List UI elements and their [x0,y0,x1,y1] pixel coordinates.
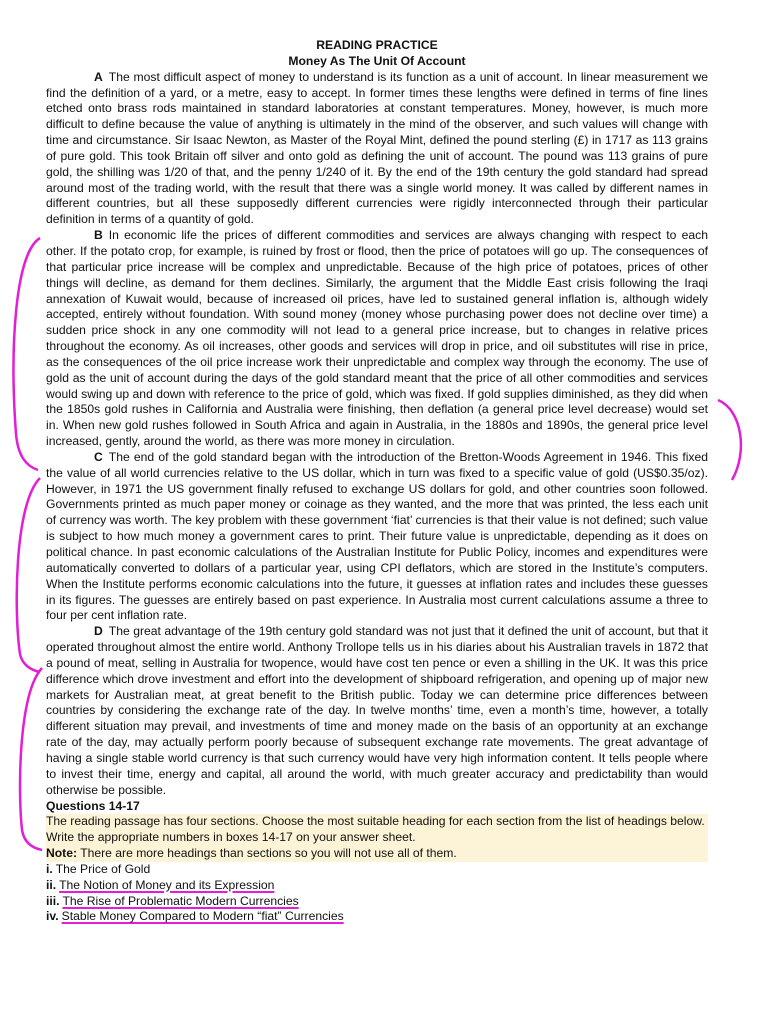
heading-text: The Price of Gold [55,861,151,876]
note-text: There are more headings than sections so you will not use all of them. [80,846,457,861]
instructions-box [46,814,708,862]
section-letter: B [94,228,103,243]
section-letter: D [94,624,103,639]
annotation-bracket-d [8,664,48,854]
annotation-bracket-c [6,474,46,674]
heading-number: ii. [46,877,57,892]
passage-title: Money As The Unit Of Account [288,53,466,68]
headings-list [46,862,708,925]
page-title: READING PRACTICE [316,38,438,52]
note-label: Note: [46,846,78,861]
section-letter: A [94,69,103,84]
section-text: The most difficult aspect of money to understand is its function as a unit of account. In linear measurement we find the definition of a yard, or a metre, easy to accept. In former times these lengths were defined in terms of fine lines etched onto brass rods maintained in standard laboratories at constant temperatures. Money, however, is much more difficult to define because the value of anything is ultimately in the mind of the observer, and such values will change with time and circumstance. Sir Isaac Newton, as Master of the Royal Mint, defined the pound sterling (£) in 1717 as 113 grains of pure gold. This took Britain off silver and onto gold as defining the unit of account. The pound was 113 grains of pure gold, the shilling was 1/20 of that, and the penny 1/240 of it. By the end of the 19th century the gold standard had spread around most of the trading world, with the result that there was a single world money. It was called by different names in different countries, but all these supposedly different currencies were rigidly interconnected through their particular definition in terms of a quantity of gold. [46,69,708,227]
heading-option [46,862,708,878]
heading-option [46,909,708,925]
section-a [46,70,708,228]
section-b [46,228,708,450]
annotation-bracket-b [4,234,44,474]
section-c [46,450,708,624]
heading-text: The Rise of Problematic Modern Currencies [62,893,299,908]
heading-option [46,878,708,894]
section-d [46,624,708,798]
instruction-text: The reading passage has four sections. Choose the most suitable heading for each section from the list of headings below. [46,814,705,829]
section-text: The great advantage of the 19th century gold standard was not just that it defined the unit of account, but that it operated throughout almost the entire world. Anthony Trollope tells us in his diaries about his Australian travels in 1872 that a pound of meat, selling in Australia for twopence, would have cost ten pence or even a shilling in the UK. It was this price difference which drove investment and effort into the development of shipboard refrigeration, and opening up of major new markets for Australian meat, at great benefit to the British public. Today we can determine price differences between countries by considering the exchange rate of the day. In twelve months’ time, even a month’s time, however, a totally different situation may prevail, and investments of time and money made on the basis of an opportunity at an exchange rate of the day, may actually perform poorly because of subsequent exchange rate movements. The great advantage of having a single stable world currency is that such currency would have very high information content. It tells people where to invest their time, energy and capital, all around the world, with much greater accuracy and predictability than would otherwise be possible. [46,624,708,797]
heading-option [46,894,708,910]
heading-number: i. [46,861,53,876]
questions-heading: Questions 14-17 [46,798,140,813]
heading-text: Stable Money Compared to Modern “fiat” Currencies [61,909,344,924]
section-text: The end of the gold standard began with the introduction of the Bretton-Woods Agreement in 1946. This fixed the value of all world currencies relative to the US dollar, which in turn was fixed to a specific value of gold (US$0.35/oz). However, in 1971 the US government finally refused to exchange US dollars for gold, and other countries soon followed. Governments printed as much paper money or coinage as they wanted, and the more that was printed, the less each unit of currency was worth. The key problem with these government ‘fiat’ currencies is that their value is not defined; such value is subject to how much money a government cares to print. Their future value is unpredictable, depending as it does on political chance. In past economic calculations of the Australian Institute for Public Policy, incomes and expenditures were automatically converted to dollars of a particular year, using CPI deflators, which are stored in the Institute’s computers. When the Institute performs economic calculations into the future, it guesses at inflation rates and includes these guesses in its figures. The guesses are entirely based on past experience. In Australia most current calculations assume a three to four per cent inflation rate. [46,449,708,623]
instruction-note [46,846,708,862]
document [46,38,708,925]
instruction-text: Write the appropriate numbers in boxes 14-17 on your answer sheet. [46,830,416,845]
heading-text: The Notion of Money and its Expression [59,877,275,892]
heading-number: iv. [46,909,59,924]
section-text: In economic life the prices of different commodities and services are always changing with respect to each other. If the potato crop, for example, is ruined by frost or flood, then the price of potatoes will go up. The consequences of that particular price increase will be complex and unpredictable. Because of the high price of potatoes, prices of other things will decline, as demand for them declines. Similarly, the argument that the Middle East crisis following the Iraqi annexation of Kuwait would, because of increased oil prices, have led to sustained general inflation is, although widely accepted, entirely without foundation. With sound money (money whose purchasing power does not decline over time) a sudden price shock in any one commodity will not lead to a general price increase, but to changes in relative prices throughout the economy. As oil increases, other goods and services will drop in price, and oil substitutes will rise in price, as the consequences of the oil price increase work their unpredictable and complex way through the economy. The use of gold as the unit of account during the days of the gold standard meant that the price of all other commodities and services would swing up and down with reference to the price of gold, which was fixed. If gold supplies diminished, as they did when the 1850s gold rushes in California and Australia were finishing, then deflation (a general price level decrease) would set in. When new gold rushes followed in South Africa and again in Australia, in the 1880s and 1890s, the general price level increased, gently, around the world, as there was more money in circulation. [46,228,708,449]
section-letter: C [94,449,103,464]
annotation-bracket-right [714,396,754,486]
heading-number: iii. [46,893,60,908]
